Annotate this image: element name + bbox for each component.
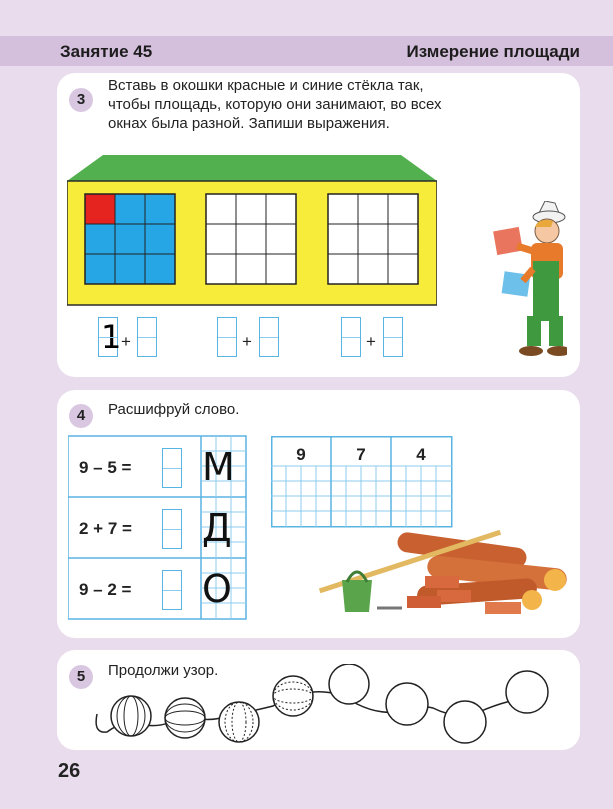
- ball-2: [165, 698, 205, 738]
- equation-2: 2 + 7 =: [79, 519, 132, 538]
- code-header: 7: [356, 445, 366, 464]
- answer-box[interactable]: [259, 317, 279, 357]
- lesson-title: Занятие 45: [60, 42, 153, 61]
- topic-title: Измерение площади: [406, 42, 580, 61]
- first-digit: 1: [101, 318, 122, 356]
- letter-o: О: [202, 567, 232, 611]
- letter-d: Д: [202, 506, 232, 550]
- ball-4: [273, 676, 313, 716]
- task-3-card: [57, 73, 580, 377]
- logs-and-bricks-illustration: [307, 530, 577, 630]
- plus-sign: +: [366, 332, 376, 351]
- window-2[interactable]: [206, 194, 296, 284]
- task-5-text: Продолжи узор.: [108, 662, 219, 679]
- task-3-text: Вставь в окошки красные и синие стёкла так, чтобы площадь, которую они занимают, во всех окнах была разной. Запиши выражения.: [108, 77, 442, 132]
- pattern-chain[interactable]: [87, 664, 567, 750]
- task-number: 5: [69, 665, 93, 689]
- plus-sign: +: [121, 332, 131, 351]
- lesson-header: [0, 36, 613, 66]
- answer-box[interactable]: [162, 448, 182, 488]
- page-number: 26: [58, 760, 81, 782]
- answer-box[interactable]: [217, 317, 237, 357]
- plus-sign: +: [242, 332, 252, 351]
- house-illustration: [67, 151, 437, 306]
- window-3[interactable]: [328, 194, 418, 284]
- task-number: 4: [69, 404, 93, 428]
- answer-box[interactable]: [162, 509, 182, 549]
- code-header: 4: [416, 445, 426, 464]
- equation-3: 9 – 2 =: [79, 580, 132, 599]
- task-5-card: [57, 650, 580, 750]
- answer-box[interactable]: [341, 317, 361, 357]
- task-4-text: Расшифруй слово.: [108, 401, 240, 418]
- equation-1: 9 – 5 =: [79, 458, 132, 477]
- task-4-card: [57, 390, 580, 638]
- ball-1: [111, 696, 151, 736]
- answer-box[interactable]: [98, 317, 122, 357]
- empty-circle[interactable]: [386, 683, 428, 725]
- code-header: 9: [296, 445, 306, 464]
- answer-box[interactable]: [162, 570, 182, 610]
- task-number: 3: [69, 88, 93, 112]
- answer-box[interactable]: [383, 317, 403, 357]
- ball-3: [219, 702, 259, 742]
- boy-with-glass-illustration: [467, 201, 567, 361]
- window-1[interactable]: [85, 194, 175, 284]
- house-roof: [67, 155, 437, 181]
- top-band: [0, 0, 613, 36]
- empty-circle[interactable]: [444, 701, 486, 743]
- letter-m: М: [202, 445, 235, 489]
- empty-circle[interactable]: [506, 671, 548, 713]
- empty-circle[interactable]: [329, 664, 369, 704]
- answer-box[interactable]: [137, 317, 157, 357]
